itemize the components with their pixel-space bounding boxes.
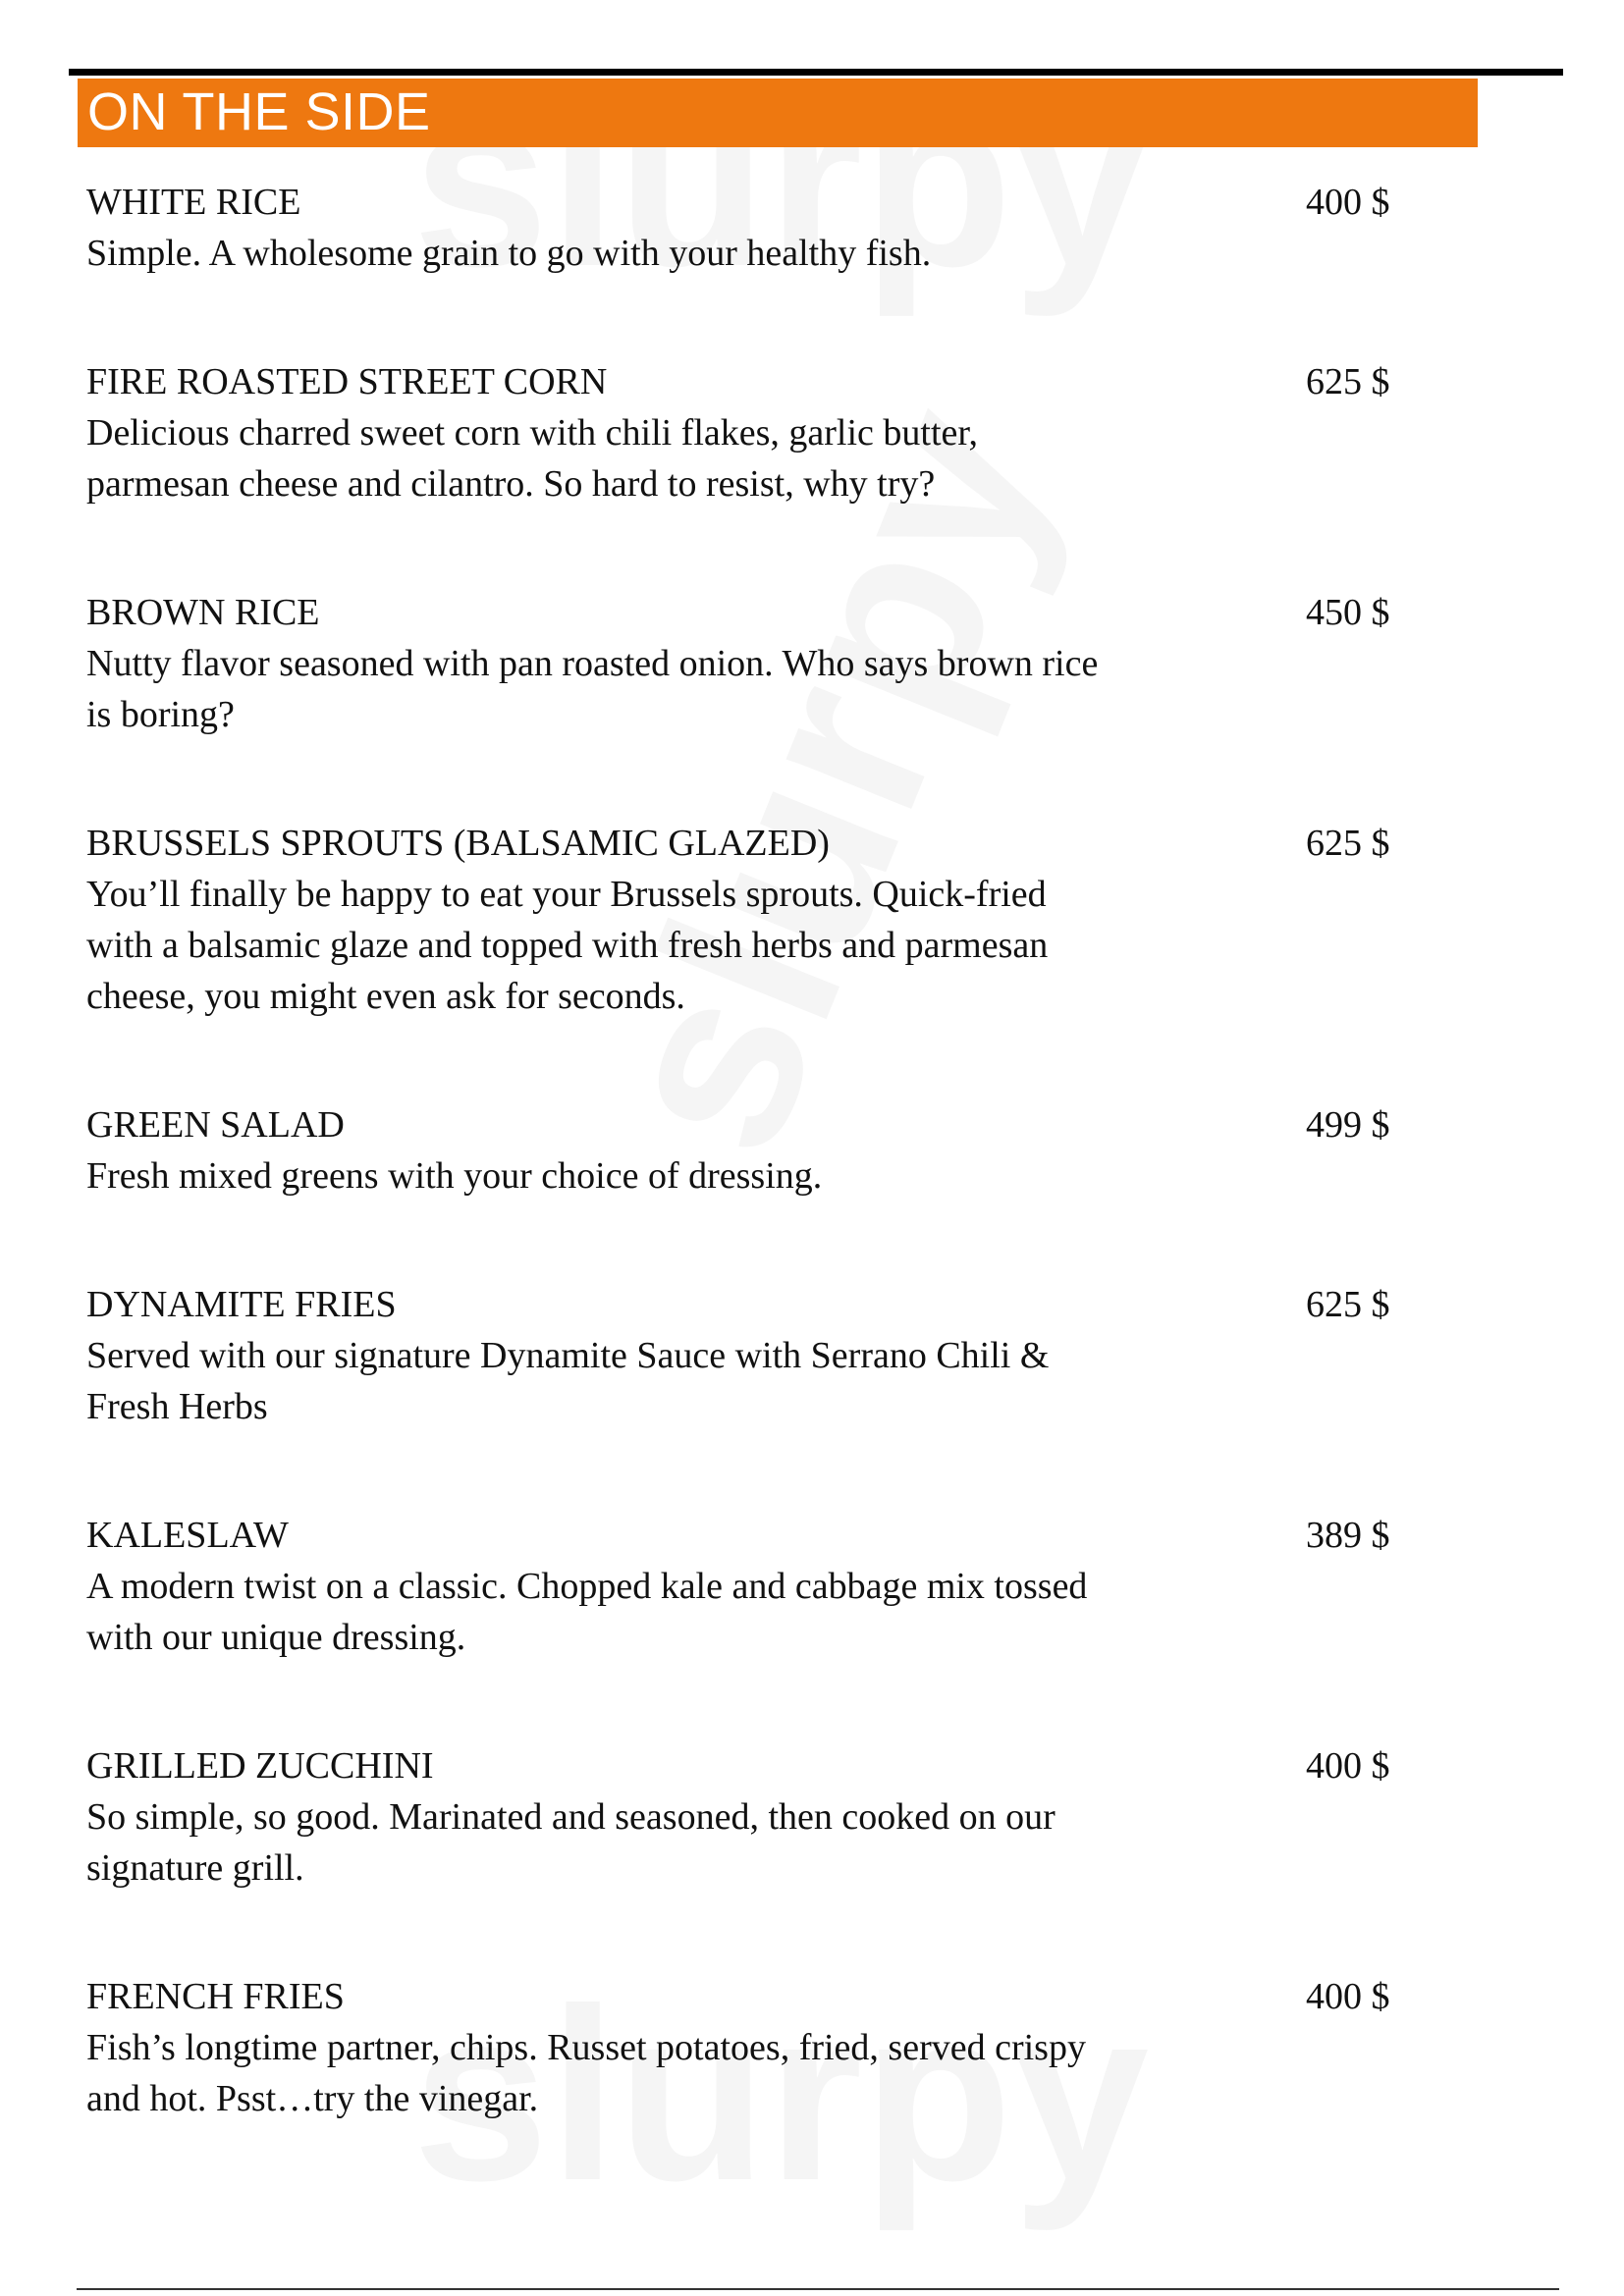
item-description (86, 2022, 1265, 2124)
item-description-line: Fresh mixed greens with your choice of dressing. (86, 1155, 823, 1197)
section-header (78, 79, 1478, 147)
item-price: 625 $ (1306, 1284, 1390, 1325)
item-description-line: A modern twist on a classic. Chopped kale and cabbage mix tossed (86, 1566, 1088, 1607)
top-rule (69, 69, 1563, 76)
item-description-line: is boring? (86, 694, 235, 735)
item-name: DYNAMITE FRIES (86, 1284, 397, 1325)
item-description-line: cheese, you might even ask for seconds. (86, 976, 685, 1017)
item-description-line: Delicious charred sweet corn with chili flakes, garlic butter, (86, 412, 979, 454)
item-price: 400 $ (1306, 1745, 1390, 1787)
item-description (86, 407, 1265, 509)
item-price: 625 $ (1306, 361, 1390, 402)
item-description (86, 638, 1265, 740)
item-description (86, 1791, 1265, 1894)
item-description (86, 228, 1265, 279)
item-description (86, 1561, 1265, 1663)
item-price: 389 $ (1306, 1515, 1390, 1556)
item-description-line: and hot. Psst…try the vinegar. (86, 2078, 539, 2119)
item-name: GRILLED ZUCCHINI (86, 1745, 434, 1787)
item-name: GREEN SALAD (86, 1104, 345, 1146)
item-description-line: Served with our signature Dynamite Sauce with Serrano Chili & (86, 1335, 1050, 1376)
item-name: BRUSSELS SPROUTS (BALSAMIC GLAZED) (86, 823, 830, 864)
section-title: ON THE SIDE (87, 82, 431, 141)
item-description-line: parmesan cheese and cilantro. So hard to resist, why try? (86, 463, 936, 505)
item-price: 400 $ (1306, 1976, 1390, 2017)
item-name: FIRE ROASTED STREET CORN (86, 361, 608, 402)
item-price: 499 $ (1306, 1104, 1390, 1146)
item-description-line: Simple. A wholesome grain to go with your healthy fish. (86, 233, 932, 274)
item-name: BROWN RICE (86, 592, 320, 633)
item-name: WHITE RICE (86, 182, 301, 223)
item-description-line: Fish’s longtime partner, chips. Russet potatoes, fried, served crispy (86, 2027, 1086, 2068)
item-name: FRENCH FRIES (86, 1976, 345, 2017)
item-description-line: with a balsamic glaze and topped with fresh herbs and parmesan (86, 925, 1049, 966)
item-price: 400 $ (1306, 182, 1390, 223)
item-description (86, 1150, 1265, 1201)
item-description-line: Fresh Herbs (86, 1386, 268, 1427)
item-description-line: with our unique dressing. (86, 1617, 466, 1658)
bottom-rule (77, 2288, 1559, 2290)
item-description-line: Nutty flavor seasoned with pan roasted onion. Who says brown rice (86, 643, 1099, 684)
item-price: 450 $ (1306, 592, 1390, 633)
item-name: KALESLAW (86, 1515, 289, 1556)
item-description-line: signature grill. (86, 1847, 304, 1889)
item-description (86, 869, 1265, 1022)
item-description-line: So simple, so good. Marinated and seasoned, then cooked on our (86, 1796, 1056, 1838)
item-description (86, 1330, 1265, 1432)
item-price: 625 $ (1306, 823, 1390, 864)
item-description-line: You’ll finally be happy to eat your Brussels sprouts. Quick-fried (86, 874, 1047, 915)
